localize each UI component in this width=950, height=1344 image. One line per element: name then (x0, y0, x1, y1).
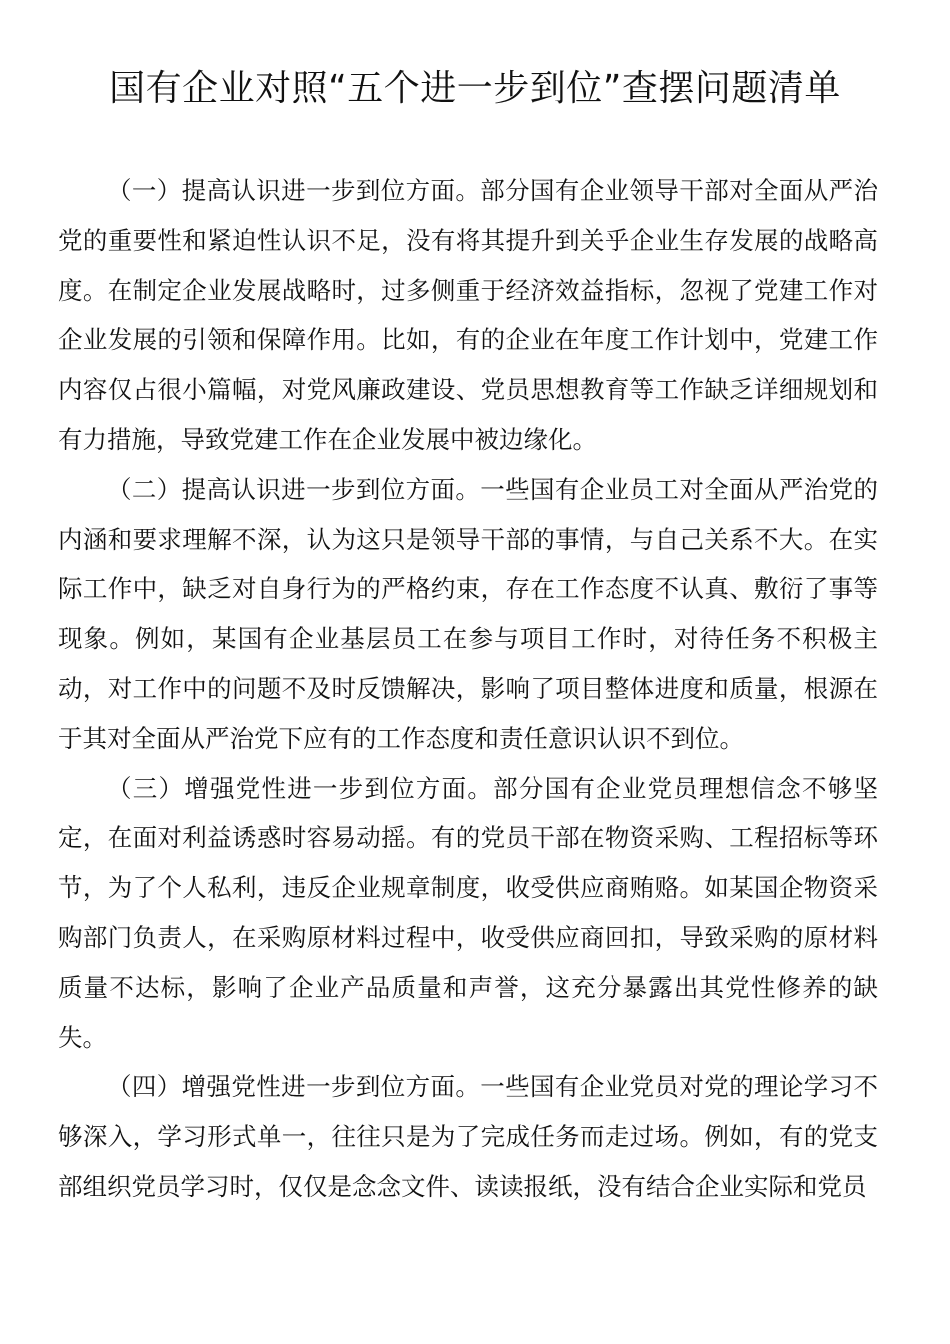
document-title: 国有企业对照“五个进一步到位”查摆问题清单 (109, 68, 841, 109)
document-body (58, 166, 878, 1212)
paragraph-1: （一）提高认识进一步到位方面。部分国有企业领导干部对全面从严治党的重要性和紧迫性认识不足，没有将其提升到关乎企业生存发展的战略高度。在制定企业发展战略时，过多侧重于经济效益指标，忽视了党建工作对企业发展的引领和保障作用。比如，有的企业在年度工作计划中，党建工作内容仅占很小篇幅，对党风廉政建设、党员思想教育等工作缺乏详细规划和有力措施，导致党建工作在企业发展中被边缘化。 (58, 176, 878, 454)
paragraph-3: （三）增强党性进一步到位方面。部分国有企业党员理想信念不够坚定，在面对利益诱惑时容易动摇。有的党员干部在物资采购、工程招标等环节，为了个人私利，违反企业规章制度，收受供应商贿赂。如某国企物资采购部门负责人，在采购原材料过程中，收受供应商回扣，导致采购的原材料质量不达标，影响了企业产品质量和声誉，这充分暴露出其党性修养的缺失。 (58, 773, 878, 1052)
paragraph-2: （二）提高认识进一步到位方面。一些国有企业员工对全面从严治党的内涵和要求理解不深，认为这只是领导干部的事情，与自己关系不大。在实际工作中，缺乏对自身行为的严格约束，存在工作态度不认真、敷衍了事等现象。例如，某国有企业基层员工在参与项目工作时，对待任务不积极主动，对工作中的问题不及时反馈解决，影响了项目整体进度和质量，根源在于其对全面从严治党下应有的工作态度和责任意识认识不到位。 (58, 474, 878, 753)
paragraph-4: （四）增强党性进一步到位方面。一些国有企业党员对党的理论学习不够深入，学习形式单一，往往只是为了完成任务而走过场。例如，有的党支部组织党员学习时，仅仅是念念文件、读读报纸，没有结合企业实际和党员 (58, 1072, 878, 1201)
